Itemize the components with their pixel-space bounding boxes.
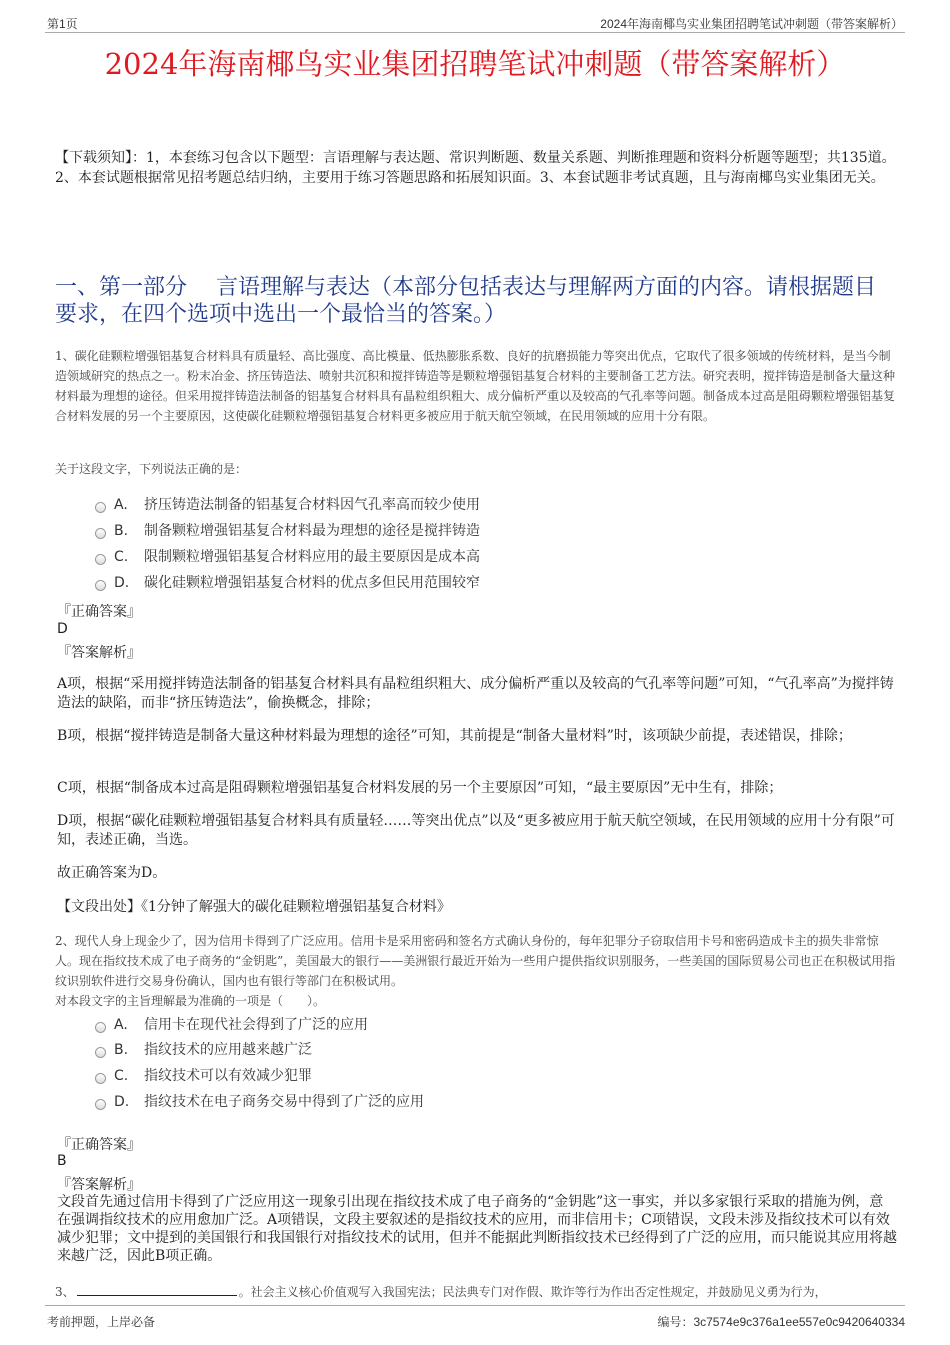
question-1-stem: 1、碳化硅颗粒增强铝基复合材料具有质量轻、高比强度、高比模量、低热膨胀系数、良好的抗磨损能力等突出优点，它取代了很多领域的传统材料，是当今制造领域研究的热点之一。粉末冶金、挤压铸造法、喷射共沉积和搅拌铸造等是颗粒增强铝基复合材料的主要制备工艺方法。研究表明，搅拌铸造是制备大量这种材料最为理想的途径。但采用搅拌铸造法制备的铝基复合材料具有晶粒组织粗大、成分偏析严重以及较高的气孔率等问题。制备成本过高是阻碍颗粒增强铝基复合材料发展的另一个主要原因，这使碳化硅颗粒增强铝基复合材料更多被应用于航天航空领域，在民用领域的应用十分有限。 bbox=[55, 349, 896, 423]
option-letter: D. bbox=[114, 1094, 130, 1110]
q1-option-a[interactable] bbox=[95, 495, 480, 515]
radio-icon[interactable] bbox=[95, 1047, 106, 1058]
fill-blank bbox=[77, 1283, 237, 1296]
question-2-stem: 2、现代人身上现金少了，因为信用卡得到了广泛应用。信用卡是采用密码和签名方式确认身份的，每年犯罪分子窃取信用卡号和密码造成卡主的损失非常惊人。现在指纹技术成了电子商务的“金钥匙”，美国最大的银行——美洲银行最近开始为一些用户提供指纹识别服务，一些美国的国际贸易公司也正在积极试用指纹识别软件进行交易身份确认，国内也有银行等部门在积极试用。 bbox=[55, 934, 896, 988]
option-text: 指纹技术在电子商务交易中得到了广泛的应用 bbox=[144, 1094, 424, 1110]
q2-answer-label: 『正确答案』 bbox=[57, 1137, 141, 1153]
q1-answer: D bbox=[57, 621, 68, 637]
q1-analysis-label: 『答案解析』 bbox=[57, 645, 141, 661]
radio-icon[interactable] bbox=[95, 528, 106, 539]
q2-answer: B bbox=[57, 1153, 67, 1169]
header-divider bbox=[45, 32, 905, 33]
option-text: 指纹技术的应用越来越广泛 bbox=[144, 1042, 312, 1058]
option-text: 碳化硅颗粒增强铝基复合材料的优点多但民用范围较窄 bbox=[144, 575, 480, 591]
option-letter: D. bbox=[114, 575, 130, 591]
option-text: 制备颗粒增强铝基复合材料最为理想的途径是搅拌铸造 bbox=[144, 523, 480, 539]
q2-analysis: 文段首先通过信用卡得到了广泛应用这一现象引出现在指纹技术成了电子商务的“金钥匙”这一事实，并以多家银行采取的措施为例，意在强调指纹技术的应用愈加广泛。A项错误，文段主要叙述的是指纹技术的应用，而非信用卡；C项错误，文段未涉及指纹技术可以有效减少犯罪；文中提到的美国银行和我国银行对指纹技术的试用，但并不能据此判断指纹技术已经得到了广泛的应用，而只能说其应用将越来越广泛，因此B项正确。 bbox=[57, 1194, 897, 1264]
question-1-prompt: 关于这段文字，下列说法正确的是： bbox=[55, 462, 248, 476]
question-3-stem bbox=[55, 1282, 900, 1302]
radio-icon[interactable] bbox=[95, 580, 106, 591]
option-text: 信用卡在现代社会得到了广泛的应用 bbox=[144, 1017, 368, 1033]
option-text: 限制颗粒增强铝基复合材料应用的最主要原因是成本高 bbox=[144, 549, 480, 565]
radio-icon[interactable] bbox=[95, 1073, 106, 1084]
q2-option-a[interactable] bbox=[95, 1015, 368, 1035]
option-letter: C. bbox=[114, 549, 129, 565]
option-text: 指纹技术可以有效减少犯罪 bbox=[144, 1068, 312, 1084]
question-number: 3、 bbox=[55, 1285, 75, 1299]
q1-option-c[interactable] bbox=[95, 547, 480, 567]
q2-option-c[interactable] bbox=[95, 1066, 312, 1086]
option-letter: B. bbox=[114, 523, 129, 539]
q1-option-d[interactable] bbox=[95, 573, 480, 593]
radio-icon[interactable] bbox=[95, 502, 106, 513]
radio-icon[interactable] bbox=[95, 1022, 106, 1033]
q1-analysis-a: A项，根据“采用搅拌铸造法制备的铝基复合材料具有晶粒组织粗大、成分偏析严重以及较高的气孔率等问题”可知，“气孔率高”为搅拌铸造法的缺陷，而非“挤压铸造法”，偷换概念，排除； bbox=[57, 676, 894, 711]
radio-icon[interactable] bbox=[95, 554, 106, 565]
page-number: 第1页 bbox=[47, 17, 78, 31]
q1-analysis-b: B项，根据“搅拌铸造是制备大量这种材料最为理想的途径”可知，其前提是“制备大量材料”时，该项缺少前提，表述错误，排除； bbox=[57, 728, 852, 744]
q2-option-d[interactable] bbox=[95, 1092, 424, 1112]
q1-answer-label: 『正确答案』 bbox=[57, 604, 141, 620]
header-doc-title: 2024年海南椰鸟实业集团招聘笔试冲刺题（带答案解析） bbox=[600, 17, 903, 31]
q1-source: 【文段出处】《1分钟了解强大的碳化硅颗粒增强铝基复合材料》 bbox=[57, 899, 451, 915]
section-heading: 一、第一部分 言语理解与表达（本部分包括表达与理解两方面的内容。请根据题目要求，在四个选项中选出一个最恰当的答案。） bbox=[55, 275, 876, 327]
q1-option-b[interactable] bbox=[95, 521, 480, 541]
q1-analysis-d: D项，根据“碳化硅颗粒增强铝基复合材料具有质量轻……等突出优点”以及“更多被应用于航天航空领域，在民用领域的应用十分有限”可知，表述正确，当选。 bbox=[57, 813, 895, 848]
q2-analysis-label: 『答案解析』 bbox=[57, 1177, 141, 1193]
radio-icon[interactable] bbox=[95, 1099, 106, 1110]
footer-slogan: 考前押题，上岸必备 bbox=[47, 1315, 156, 1329]
option-text: 挤压铸造法制备的铝基复合材料因气孔率高而较少使用 bbox=[144, 497, 480, 513]
q1-analysis-c: C项，根据“制备成本过高是阻碍颗粒增强铝基复合材料发展的另一个主要原因”可知，“最主要原因”无中生有，排除； bbox=[57, 780, 783, 796]
option-letter: C. bbox=[114, 1068, 129, 1084]
question-text: 。社会主义核心价值观写入我国宪法；民法典专门对作假、欺诈等行为作出否定性规定，并鼓励见义勇为行为， bbox=[238, 1285, 827, 1299]
question-2-prompt: 对本段文字的主旨理解最为准确的一项是（ ）。 bbox=[55, 994, 326, 1008]
q1-conclusion: 故正确答案为D。 bbox=[57, 865, 167, 881]
option-letter: B. bbox=[114, 1042, 129, 1058]
page-title: 2024年海南椰鸟实业集团招聘笔试冲刺题（带答案解析） bbox=[104, 47, 846, 81]
document-id: 编号：3c7574e9c376a1ee557e0c9420640334 bbox=[657, 1315, 905, 1329]
download-notice: 【下载须知】：1，本套练习包含以下题型：言语理解与表达题、常识判断题、数量关系题、判断推理题和资料分析题等题型；共135道。2、本套试题根据常见招考题总结归纳，主要用于练习答题思路和拓展知识面。3、本套试题非考试真题，且与海南椰鸟实业集团无关。 bbox=[55, 150, 896, 186]
q2-option-b[interactable] bbox=[95, 1040, 312, 1060]
option-letter: A. bbox=[114, 1017, 128, 1033]
option-letter: A. bbox=[114, 497, 128, 513]
footer-divider bbox=[45, 1305, 905, 1306]
